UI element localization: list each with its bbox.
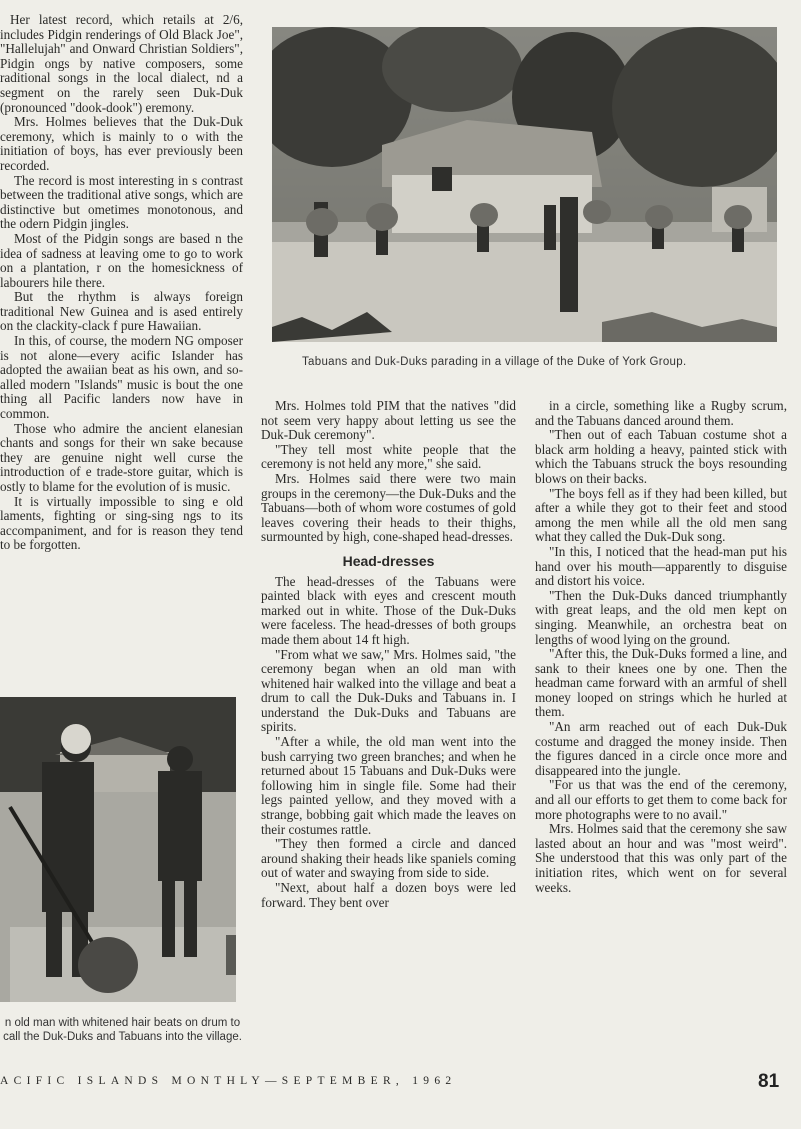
- column-3-paragraph: "For us that was the end of the ceremony, and all our efforts to get them to come back for more photographs were to no avail.": [535, 777, 787, 822]
- column-1-paragraph: Most of the Pidgin songs are based n the idea of sadness at leaving ome to go to work on a plantation, r on the homesickness of labourers hile there.: [0, 230, 243, 290]
- column-1-paragraph: Those who admire the ancient elanesian chants and songs for their wn sake because they are genuine night well curse the introduction of e trade-store guitar, which is ostly to blame for the evolution of is music.: [0, 420, 243, 494]
- column-3-paragraph: "Then the Duk-Duks danced triumphantly with great leaps, and the old men kept on singing. Meanwhile, an orchestra beat on lengths of wood lying on the ground.: [535, 587, 787, 647]
- column-3-paragraph: "The boys fell as if they had been killed, but after a while they got to their feet and stood among the men while all the old men sang what they called the Duk-Duk song.: [535, 485, 787, 545]
- column-1-paragraph: But the rhythm is always foreign traditional New Guinea and is ased entirely on the clackity-clack f pure Hawaiian.: [0, 289, 243, 334]
- column-3-paragraph: Mrs. Holmes said that the ceremony she saw lasted about an hour and was "most weird". She understood that this was only part of the initiation rites, which went on for several weeks.: [535, 821, 787, 895]
- column-3-paragraph: "After this, the Duk-Duks formed a line, and sank to their knees one by one. Then the headman came forward with an armful of shell money looped on strings which he hurled at them.: [535, 646, 787, 720]
- photo-village-parade: [272, 27, 777, 342]
- caption-left-text: n old man with whitened hair beats on drum to call the Duk-Duks and Tabuans into the village.: [3, 1017, 242, 1043]
- column-3-paragraph: "An arm reached out of each Duk-Duk costume and dragged the money inside. Then the figures danced in a circle once more and disappeared into the jungle.: [535, 719, 787, 778]
- old-man-drum-image: [0, 697, 236, 1002]
- column-1-paragraph: In this, of course, the modern NG omposer is not alone—every acific Islander has adopted the awaiian beat as his own, and so-alled modern "Islands" music is bout the one thing all Pacific landers now have in common.: [0, 333, 243, 422]
- column-1-paragraph: The record is most interesting in s contrast between the traditional ative songs, which are distinctive but ometimes monotonous, and the odern Pidgin jingles.: [0, 172, 243, 232]
- column-1-paragraph: Mrs. Holmes believes that the Duk-Duk ceremony, which is mainly to o with the initiation of boys, has ever previously been recorded.: [0, 114, 243, 173]
- column-2-paragraph: "From what we saw," Mrs. Holmes said, "the ceremony began when an old man with whitened hair walked into the village and beat a drum to call the Duk-Duks and Tabuans in. I understand the Duk-Duks and Tabuans are spirits.: [261, 646, 516, 735]
- caption-left: [0, 1016, 245, 1044]
- column-2-paragraph: "They tell most white people that the ceremony is not held any more," she said.: [261, 441, 516, 472]
- column-3: [535, 399, 787, 895]
- footer-publication: ACIFIC ISLANDS MONTHLY—SEPTEMBER, 1962: [0, 1075, 457, 1087]
- column-2-paragraph: The head-dresses of the Tabuans were painted black with eyes and crescent mouth marked out in white. Those of the Duk-Duks were faceless. The head-dresses of both groups made them about 14 ft high.: [261, 573, 516, 647]
- column-1-paragraph: Her latest record, which retails at 2/6, includes Pidgin renderings of Old Black Joe", "Hallelujah" and Onward Christian Soldiers", Pidgin ongs by native composers, some raditional songs in the local dialect, nd a segment on the rarely seen Duk-Duk (pronounced "dook-dook") eremony.: [0, 12, 243, 115]
- column-1: [0, 13, 243, 553]
- column-3-paragraph: in a circle, something like a Rugby scrum, and the Tabuans danced around them.: [535, 398, 787, 428]
- column-3-paragraph: "Then out of each Tabuan costume shot a black arm holding a heavy, painted stick with which the Tabuans struck the boys resounding blows on their backs.: [535, 427, 787, 486]
- page-footer: [0, 1071, 801, 1095]
- caption-top: Tabuans and Duk-Duks parading in a village of the Duke of York Group.: [302, 356, 687, 368]
- column-3-paragraph: "In this, I noticed that the head-man put his hand over his mouth—apparently to disguise and distort his voice.: [535, 543, 787, 589]
- column-2-paragraph: "Next, about half a dozen boys were led forward. They bent over: [261, 880, 516, 910]
- column-2: [261, 399, 516, 910]
- section-heading: Head-dresses: [342, 552, 435, 569]
- village-parade-image: [272, 27, 777, 342]
- photo-old-man-drum: [0, 697, 236, 1002]
- column-1-paragraph: It is virtually impossible to sing e old laments, fighting or sing-sing ngs to its accompaniment, and for is reason they tend to be forgotten.: [0, 493, 243, 553]
- column-2-paragraph: "They then formed a circle and danced around shaking their heads like spaniels coming out of water and swaying from side to side.: [261, 836, 516, 881]
- column-2-paragraph: Mrs. Holmes told PIM that the natives "did not seem very happy about letting us see the Duk-Duk ceremony".: [261, 398, 516, 443]
- column-2-paragraph: "After a while, the old man went into the bush carrying two green branches; and when he returned about 15 Tabuans and Duk-Duks were following him in single file. Some had their legs painted yellow, and they moved with a strange, bobbing gait which made the leaves on their costumes rattle.: [261, 734, 516, 837]
- column-2-paragraph: Mrs. Holmes said there were two main groups in the ceremony—the Duk-Duks and the Tabuans—both of whom wore costumes of gold leaves covering their heads to their thighs, surmounted by high, cone-shaped head-dresses.: [261, 470, 516, 545]
- page-number: 81: [758, 1071, 780, 1092]
